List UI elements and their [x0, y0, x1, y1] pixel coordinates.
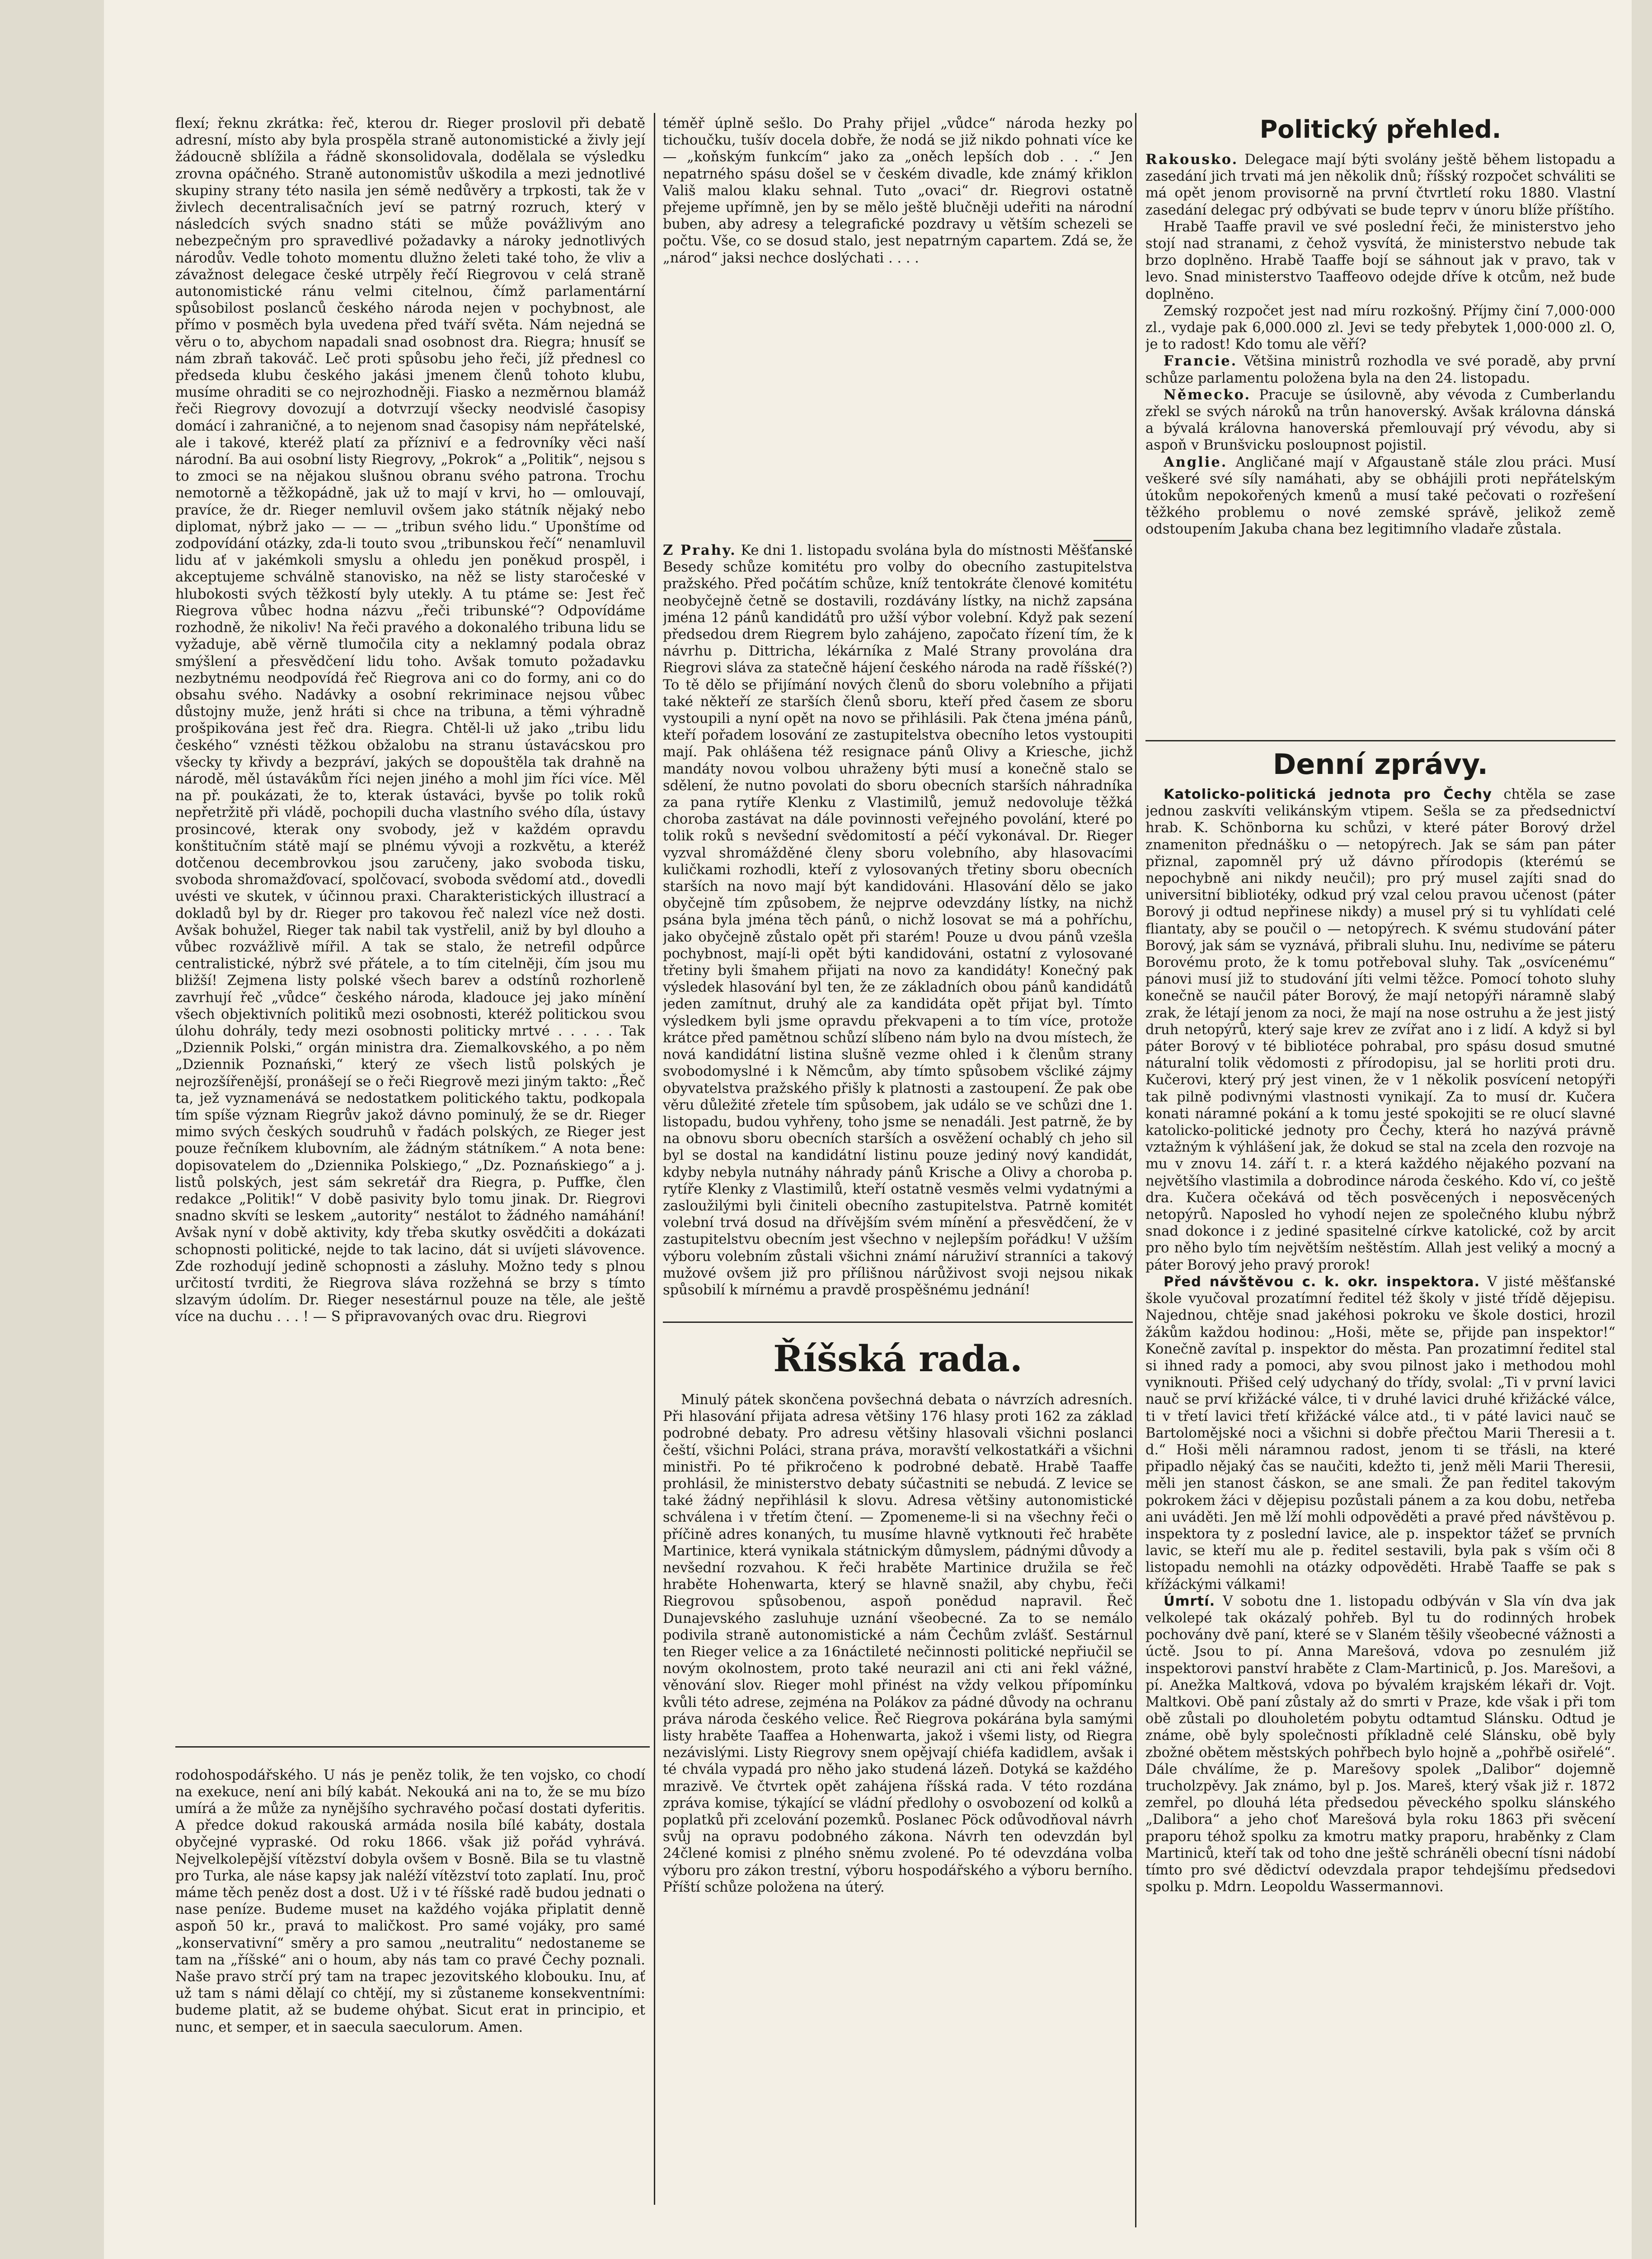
nemecko-text: Pracuje se úsilovně, aby vévoda z Cumberlandu zřekl se svých nároků na trůn hanoverský. Avšak královna dánská a bývalá královna hanoverská přemlouvají prý vévodu, aby si aspoň v Brunšvicku posloupnost pojistil. [1145, 387, 1615, 454]
umrti-title: Úmrtí. [1164, 1593, 1216, 1609]
francie-title: Francie. [1164, 353, 1238, 370]
scan-right-margin [1632, 0, 1652, 2259]
rozpocet-text: Zemský rozpočet jest nad míru rozkošný. Příjmy činí 7,000·000 zl., vydaje pak 6,000.000 zl. Jevi se tedy přebytek 1,000·000 zl. O, je to radost! Kdo tomu ale věří? [1145, 303, 1615, 353]
nemecko-title: Německo. [1164, 386, 1251, 403]
article-army-budget: rodohospodářského. U nás je peněz tolik, že ten vojsko, co chodí na exekuce, není ani bílý kabát. Nekouká ani na to, že se mu bízo umírá a že může za nynějšího sychravého počasí dostati dyferitis. A předce dokud rakouská armáda nosila bílé kabáty, dostala obyčejné vypraské. Od roku 1866. však již pořád vyhrává. Nejvelkolepější vítězství dobyla ovšem v Bosně. Bila se tu vlastně pro Turka, ale náse kapsy jak naléží vítězství toto zaplatí. Inu, proč máme těch peněz dost a dost. Už i v té říšské radě budou jednati o nase peníze. Budeme muset na každého vojáka připlatit denně aspoň 50 kr., pravá to maličkost. Pro samé vojáky, pro samé „konservativní“ směry a pro samou „neutralitu“ nedostaneme se tam na „říšské“ ani o houm, aby nás tam co pravé Čechy poznali. Naše pravo strčí prý tam na trapec jezovitského klobouku. Inu, ať už tam s námi dělají co chtějí, my si zůstaneme konsekventními: budeme platit, až se budeme ohýbat. Sicut erat in principio, et nunc, et semper, et in saecula saeculorum. Amen. [175, 1767, 645, 2035]
anglie-title: Anglie. [1164, 454, 1228, 470]
column-3-denni [1145, 786, 1615, 2259]
rada-separator [663, 1322, 1133, 1323]
katol-text: chtěla se zase jednou zaskvíti velikánským vtipem. Sešla se za předsednictví hrab. K. Schönborna ku schůzi, v které páter Borový držel znameniton přednášku o — netopýrech. Jak se sám pan páter přiznal, zapomněl prý už dávno přírodopis (kterémú se nepochybně ani nikdy neučil); pro prý musel zajíti snad do universitní bibliotéky, odkud prý vzal celou pravou učenost (páter Borový ji odtud nepřinese nikdy) a musel prý si tu vyhlídati celé fliantaty, aby se poučil o — netopýrech. K svému studování páter Borový, jak sám se vyznává, přibrali sluhu. Inu, nedivíme se páteru Borovému proto, že k tomu potřeboval sluhy. Tak „osvícenému“ pánovi musí již to studování jíti velmi těžce. Pomocí tohoto sluhy konečně se naučil páter Borový, že mají netopýři náramně slabý zrak, že létají jenom za noci, že mají na nose ostruhu a že jest jistý druh netopýrů, který saje krev ze zvířat ano i z lidí. A když si byl páter Borový v té bibliotéce pohrabal, pro spásu dosud smutné náturalní tolik vědomosti z přírodopisu, jal se horliti proti dru. Kučerovi, který prý jest vinen, že v 1 několik posvícení netopýři tak pilně podivnými vlastnosti vynikají. Za to musí dr. Kučera konati náramné pokání a k tomu jesté spokojiti se re olucí slavné katolicko-politické jednoty pro Čechy, která ho nazývá právně vztažným k výhlášení jak, že dokud se stal na zcela den rozvoje na mu v znovu 14. září t. r. a která každého nějakého pozvaní na největšího vlastimila a dobrodince národa českého. Kdo ví, co ještě dra. Kučera očekává od těch posvěcených i neposvěcených netopýrů. Naposled ho vyhodí nejen ze společného klubu nýbrž snad dokonce i z jediné spasitelné církve katolické, což by arcit pro něho bylo tím největším neštěstím. Allah jest veliký a mocný a páter Borový jeho pravý prorok! [1145, 787, 1615, 1273]
inspektor-title: Před návštěvou c. k. okr. inspektora. [1164, 1274, 1480, 1290]
column-2-top [663, 115, 1133, 531]
anglie-text: Angličané mají v Afgaustaně stále zlou práci. Musí veškeré své síly namáhati, aby se obhájili proti nepřátelským útokům nepokořených kmenů a musí také pečovati o rozřešení těžkého problemu o nové zemské správě, jelikož země odstoupením Jakuba chana bez legitimního vladaře zůstala. [1145, 454, 1615, 538]
rada-heading: Říšská rada. [773, 1337, 1023, 1380]
column-1-lower [175, 1753, 645, 2151]
column3-separator [1145, 740, 1615, 741]
column-rule-2 [1135, 113, 1136, 2227]
column-rule-1 [654, 113, 655, 2205]
column1-separator [175, 1746, 650, 1748]
column-2-rada [663, 1392, 1133, 2227]
umrti-text: V sobotu dne 1. listopadu odbýván v Sla vín dva jak velkolepé tak okázalý pohřeb. Byl tu do rodinných hrobek pochovány dvě paní, které se v Slaném těšily všeobecné vážnosti a úctě. Jsou to pí. Anna Marešová, vdova po zesnulém již inspektorovi panství hraběte z Clam-Martiniců, p. Jos. Marešovi, a pí. Anežka Maltková, vdova po bývalém krajském lékaři dr. Vojt. Maltkovi. Obě paní zůstaly až do smrti v Praze, kde však i při tom obě zůstali po dlouholetém pobytu odtamtud Slánsku. Odtud je známe, obě byly společnosti příkladně celé Slánsku, obě byly zbožné obětem městských pohřbech bylo hojně a „pohřbě osiřelé“. Dále chválíme, že p. Marešovy spolek „Dalibor“ dojemně trucholzpěvy. Jak známo, byl p. Jos. Mareš, který však již r. 1872 zemřel, po dlouhá léta předsedou pěveckého spolku slánského „Dalibora“ a jeho choť Marešová byla roku 1863 při svěcení praporu téhož spolku za kmotru matky praporu, hraběnky z Clam Martiniců, kteří tak od toho dne ještě schráněli obecní tísni nádobí tímto pro své dědictví odevzdala prapor tehdejšímu předsedovi spolku p. Mdrn. Leopoldu Wassermannovi. [1145, 1593, 1615, 1895]
column-2-praha [663, 542, 1133, 1310]
praha-separator [1094, 540, 1132, 541]
article-riegr-continuation: téměř úplně sešlo. Do Prahy přijel „vůdce“ národa hezky po tichoučku, tušív docela dobře, že nodá se již nikdo pohnati více ke — „koňským funkcím“ jako za „oněch lepších dob . . .“ Jen nepatrného spásu došel se v českém divadle, kde známý křiklon Vališ malou klaku sehnal. Tuto „ovaci“ dr. Riegrovi ostatně přejeme upřímně, jen by se mělo ještě blučněji udeřiti na národní buben, aby adresy a telegrafické pozdravy u větším schezeli se počtu. Vše, co se dosud stalo, jest nepatrným capartem. Zdá se, že „národ“ jaksi nechce doslýchati . . . . [663, 116, 1133, 266]
inspektor-text: V jisté měšťanské škole vyučoval prozatímní ředitel též školy v jisté třídě dějepisu. Najednou, chtěje snad jakéhosi pokroku ve škole dostici, hrozil žákům každou hodinou: „Hoši, měte se, přijde pan inspektor!“ Konečně zavítal p. inspektor do města. Pan prozatimní ředitel stal si ihned rady a pomoci, aby svou pilnost jako i methodou mohl vyniknouti. Přišed celý udychaný do třídy, svolal: „Ti v první lavici nauč se prví křižácké válce, ti v druhé lavici druhé křižácké válce, ti v třetí lavici třetí křižácké válce atd., ti v páté lavici nauč se Bartolomějské noci a všichni si dobře přečtou Marii Theresii a t. d.“ Hoši měli náramnou radost, jenom ti se třásli, na které připadlo nějaký čas se naučiti, kdežto ti, jenž měli Marii Theresii, měli jen stanost čáskon, se ane smali. Že pan ředitel takovým pokrokem žáci v dějepisu pozůstali pánem a za kou dobu, netřeba ani uváděti. Jen mě lží mohli odpověděti a pravé před návštěvou p. inspektora ty z poslední lavice, ale p. inspektor tážeť se prvních lavic, se kteří mu ale p. ředitel sestavili, byla pak s vším oči 8 listopadu nemohli na otázky odpověděti. Hrabě Taaffe se pak s křížáckými válkami! [1145, 1274, 1615, 1593]
column-1 [175, 115, 645, 1741]
rakousko-text: Delegace mají býti svolány ještě během listopadu a zasedání jich trvati má jen několik dnů; říšský rozpočet schváliti se má opět jenom provisorně na první čtvrtletí roku 1880. Vlastní zasedání delegac prý odbývati se bude teprv v únoru blíže příštího. [1145, 152, 1615, 218]
article-riegr-speech: flexí; řeknu zkrátka: řeč, kterou dr. Rieger proslovil při debatě adresní, místo aby byla prospěla straně autonomistické a živly její žádoucně sblížila a řádně skonsolidovala, dodělala se výsledku zrovna opáčného. Straně autonomistův uškodila a mezi jednotlivé skupiny strany této nasila jen sémě nedůvěry a trpkosti, tak že v živlech decentralisačních jeví se patrný rozruch, který v následcích svých snadno státi se může povážlivým ano nebezpečným pro spravedlivé požadavky a nároky jednotlivých národův. Vedle tohoto momentu dlužno želeti také toho, že vliv a závažnost delegace české utrpěly řečí Riegrovou v celá straně autonomistické ránu velmi citelnou, čímž parlamentární spůsobilost poslanců českého národa nejen v pochybnost, ale přímo v posměch byla uvedena před tváří světa. Nám nejedná se věru o to, abychom napadali snad osobnost dra. Riegra; hnusíť se nám zbraň takováč. Leč proti spůsobu jeho řeči, jíž přednesl co předseda klubu českého jakási jmenem členů tohoto klubu, musíme ohraditi se co nejrozhodněji. Fiasko a nezměrnou blamáž řeči Riegrovy dovozují a dotvrzují všecky neodvislé časopisy domácí i zahraničné, a to nejenom snad časopisy nám nepřátelské, ale i takové, kteréž platí za přízniví e a fedrovníky věci naší národní. Ba aui osobní listy Riegrovy, „Pokrok“ a „Politik“, nejsou s to zmoci se na nějakou slušnou obranu svého patrona. Trochu nemotorně a těžkopádně, jak už to mají v krvi, ho — omlouvají, pravíce, že dr. Rieger nemluvil ovšem jako státník nějaký nebo diplomat, nýbrž jako — — — „tribun svého lidu.“ Uponštíme od zodpovídání otázky, zda-li touto svou „tribunskou řečí“ nenamluvil lidu ať v jakémkoli smyslu a ohledu jen poněkud prospěl, i akceptujeme schválně stanovisko, na něž se listy staročeské v hlubokosti svých těžkostí byly utekly. A tu ptáme se: Jest řeč Riegrova vůbec hodna názvu „řeči tribunské“? Odpovídáme rozhodně, že nikoliv! Na řeči pravého a dokonalého tribuna lidu se vyžaduje, abě věrně tlumočila city a neklamný podala obraz smýšlení a přesvědčení lidu toho. Avšak tomuto požadavku nezbytnému neodpovídá řeč Riegrova ani co do formy, ani co do obsahu svého. Nadávky a osobní rekriminace nejsou vůbec důstojny muže, jenž hráti si chce na tribuna, a těmi výhradně prošpikována jest řeč dra. Riegra. Chtěl-li už jako „tribu lidu českého“ vznésti těžkou obžalobu na stranu ústavácskou pro všecky ty křivdy a bezpráví, jakých se dopouštěla tak drahně na národě, měl ústavákům říci nejen jiného a mohl jim říci více. Měl na př. poukázati, že to, kterak ústaváci, byvše po tolik roků nepřetržitě při vládě, pochopili ducha vlastního svého díla, ústavy prosincové, kterak ony svobody, jež v každém opravdu konštitučním státě mají se plnému vývoji a rozkvětu, a kteréž dotčenou decembrovkou jsou zaručeny, jako svoboda tisku, svoboda shromažďovací, spolčovací, svoboda svědomí atd., dovedli uvésti ve skutek, v účinnou praxi. Charakteristických illustrací a dokladů byl by dr. Rieger pro takovou řeč nalezl více než dosti. Avšak bohužel, Rieger tak nabil tak vystřelil, aniž by byl dlouho a vůbec rozvážlivě mířil. A tak se stalo, že netrefil odpůrce centralistické, nýbrž své přátele, a to tím citelněji, čím jsou mu bližší! Zejmena listy polské všech barev a odstínů rozhorleně zavrhují řeč „vůdce“ českého národa, kladouce jej jako mínění všech objektivních politiků mezi osobnosti, kteréž politickou svou úlohu dohrály, tedy mezi osobnosti politicky mrtvé . . . . . Tak „Dziennik Polski,“ orgán ministra dra. Ziemalkovského, a po něm „Dziennik Poznański,“ který ze všech listů polských je nejrozšířenější, pronášejí se o řeči Riegrově mezi jiným takto: „Řeč ta, jež vyznamenává se nedostatkem politického taktu, podkopala tím spíše význam Riegrův jakož dávno pominulý, že se dr. Rieger mimo svých českých soudruhů v řadách polských, ze Rieger jest pouze řečníkem klubovním, ale žádným státníkem.“ A nota bene: dopisovatelem do „Dziennika Polskiego,“ „Dz. Poznańskiego“ a j. listů polských, jest sám sekretář dra Riegra, p. Puffke, člen redakce „Politik!“ V době pasivity bylo tomu jinak. Dr. Riegrovi snadno skvíti se leskem „autority“ nestálot to žádného namáhání! Avšak nyní v době aktivity, kdy třeba skutky osvědčiti a dokázati schopnosti politické, nejde to tak lacino, dát si uvíjeti slávovence. Zde rozhodují jedině schopnosti a zásluhy. Možno tedy s plnou určitostí tvrditi, že Riegrova sláva rozžehná se brzy s tímto slzavým údolím. Dr. Rieger nesestárnul pouze na těle, ale ještě více na duchu . . . ! — S připravovaných ovac dru. Riegrovi [175, 116, 645, 1325]
denni-heading: Denní zprávy. [1272, 748, 1488, 781]
francie-text: Většina ministrů rozhodla ve své poradě, aby první schůze parlamentu položena byla na den 24. listopadu. [1145, 353, 1615, 386]
praha-text: Ke dni 1. listopadu svolána byla do místnosti Měšťanské Besedy schůze komitétu pro volby do obecního zastupitelstva pražského. Před počátím schůze, kníž tentokráte členové komitétu neobyčejně četně se dostavili, rozdávány lístky, na nichž zapsána jména 12 pánů kandidátů pro užší výbor volební. Když pak sezení předsedou drem Riegrem bylo zahájeno, započato řízení tím, že k návrhu p. Dittricha, lékárníka z Malé Strany provolána dra Riegrovi sláva za statečně hájení českého národa na radě říšské(?) To tě dělo se přijímání nových členů do sboru volebního a přijati také někteří ze starších členů sboru, kteří před časem ze sboru vystoupili a nyní opět na novo se přihlásili. Pak čtena jména pánů, kteří pořadem losování ze zastupitelstva obecního letos vystoupiti mají. Pak ohlášena též resignace pánů Olivy a Kriesche, jichž mandáty novou volbou uhraženy býti musí a konečně stalo se sdělení, že nutno povolati do sboru obecních starších náhradníka za pana rytíře Klenku z Vlastimilů, jemuž nedovoluje těžká choroba zastávat na dále povinnosti veřejného povolání, které po tolik roků s nevšední svědomitostí a péčí vykonával. Dr. Rieger vyzval shromážděné členy sboru volebního, aby hlasovacími kuličkami rozhodli, kteří z vylosovaných třetiny sboru obecních starších na novo mají být kandidováni. Hlasování dělo se jako obyčejně tím způsobem, že nejprve odevzdány lístky, na nichž psána byla jména těch pánů, o nichž losovat se má a pohříchu, jako obyčejně zůstalo opět při starém! Pouze u dvou pánů vzešla pochybnost, mají-li opět býti kandidováni, ostatní z vylosované třetiny byli šmahem přijati na novo za kandidáty! Konečný pak výsledek hlasování byl ten, že ze základních obou pánů kandidátů jeden zamítnut, druhý ale za kandidáta opět přijat byl. Tímto výsledkem byli jsme opravdu překvapeni a to tím více, protože krátce před pamětnou schůzí slíbeno nám bylo na dvou místech, že nová kandidátní listina slušně vezme ohled i k členům strany svobodomyslné i k Němcům, aby tímto spůsobem všcliké zájmy obyvatelstva pražského přišly k platnosti a zastoupení. Že pak obe věru důležité zřetele tím spůsobem, jak událo se ve schůzi dne 1. listopadu, budou vyhřeny, toho jsme se nenadáli. Jest patrně, že by na obnovu sboru obecních starších a osvěžení ochablý ch jeho sil byl se dostal na kandidátní listinu pouze jediný nový kandidát, kdyby nebyla nutnáhy náhrady pánů Krische a Olivy a choroba p. rytíře Klenky z Vlastimilů, kteří ostatně vesměs velmi vydatnými a zasloužilými byli činiteli obecního zastupitelstva. Patrně komitét volební trvá dosud na dřívějším svém mínění a přesvědčení, že v zastupitelstvu obecním jest všechno v nejlepším pořádku! V užším výboru volebním zůstali všichni známí náruživí stranníci a takový mužové ovšem již pro přílišnou nárůživost svoji nejsou nikak spůsobilí k mírnému a pravdě prospěšnému jednání! [663, 543, 1133, 1298]
column-3-politic [1145, 151, 1615, 734]
scan-left-margin [0, 0, 104, 2259]
praha-heading: Z Prahy. [663, 542, 737, 558]
rakousko-title: Rakousko. [1145, 151, 1239, 168]
katol-title: Katolicko-politická jednota pro Čechy [1164, 787, 1492, 802]
rada-text: Minulý pátek skončena povšechná debata o návrzích adresních. Při hlasování přijata adresa většiny 176 hlasy proti 162 za základ podrobné debaty. Pro adresu většiny hlasovali všichni poslanci čeští, všichni Poláci, strana práva, moravští velkostatkáři a všichni ministři. Po té přikročeno k podrobné debatě. Hrabě Taaffe prohlásil, že ministerstvo debaty súčastniti se nebudá. Z levice se také žádný nepřihlásil k slovu. Adresa většiny autonomistické schválena i v třetím čtení. — Zpomeneme-li si na všechny řeči o příčině adres konaných, tu musíme hlavně vytknouti řeč hraběte Martinice, která vynikala státnickým důmyslem, pádnými důvody a nevšední rozvahou. K řeči hraběte Martinice družila se řeč hraběte Hohenwarta, který se hlavně snažil, aby chybu, řeči Riegrovou spůsobenou, aspoň ponědud napravil. Řeč Dunajevského zasluhuje uznání všeobecné. Za to se nemálo podivila straně autonomistické a nám Čechům zvlášť. Sestárnul ten Rieger velice a za 16náctileté nečinnosti politické nepřiučil se novým okolnostem, proto také neurazil ani cti ani řekl vážné, věnování slov. Rieger mohl přinést na vždy velkou přípomínku kvůli této adrese, zejména na Polákov za pádné důvody na ochranu práva národa českého velice. Řeč Riegrova pokárána byla samými listy hraběte Taaffea a Hohenwarta, jakož i všemi listy, od Riegra nezávislými. Listy Riegrovy snem opějvají chiéfa kadidlem, avšak i té chvála vypadá pro něho jako studená lázeň. Dotyká se každého mrazivě. Ve čtvrtek opět zahájena říšská rada. V této rozdána zpráva komise, týkající se vládní předlohy o osvobození od kolků a poplatků při zcelování pozemků. Poslanec Pöck odůvodňoval návrh svůj na opravu podobného zákona. Návrh ten odevzdán byl 24člené komisi z plného sněmu zvolené. Po té odevzdána volba výboru pro zákon trestní, výboru hospodářského a výboru berního. Příští schůze položena na úterý. [663, 1392, 1133, 1895]
taaffe-text: Hrabě Taaffe pravil ve své poslední řeči, že ministerstvo jeho stojí nad stranami, z čehož vysvítá, že ministerstvo nebude tak brzo doplněno. Hrabě Taaffe bojí se sáhnout jak v pravo, tak v levo. Snad ministerstvo Taaffeovo odejde dříve k otcům, než bude doplněno. [1145, 219, 1615, 302]
politic-heading: Politický přehled. [1259, 115, 1502, 144]
